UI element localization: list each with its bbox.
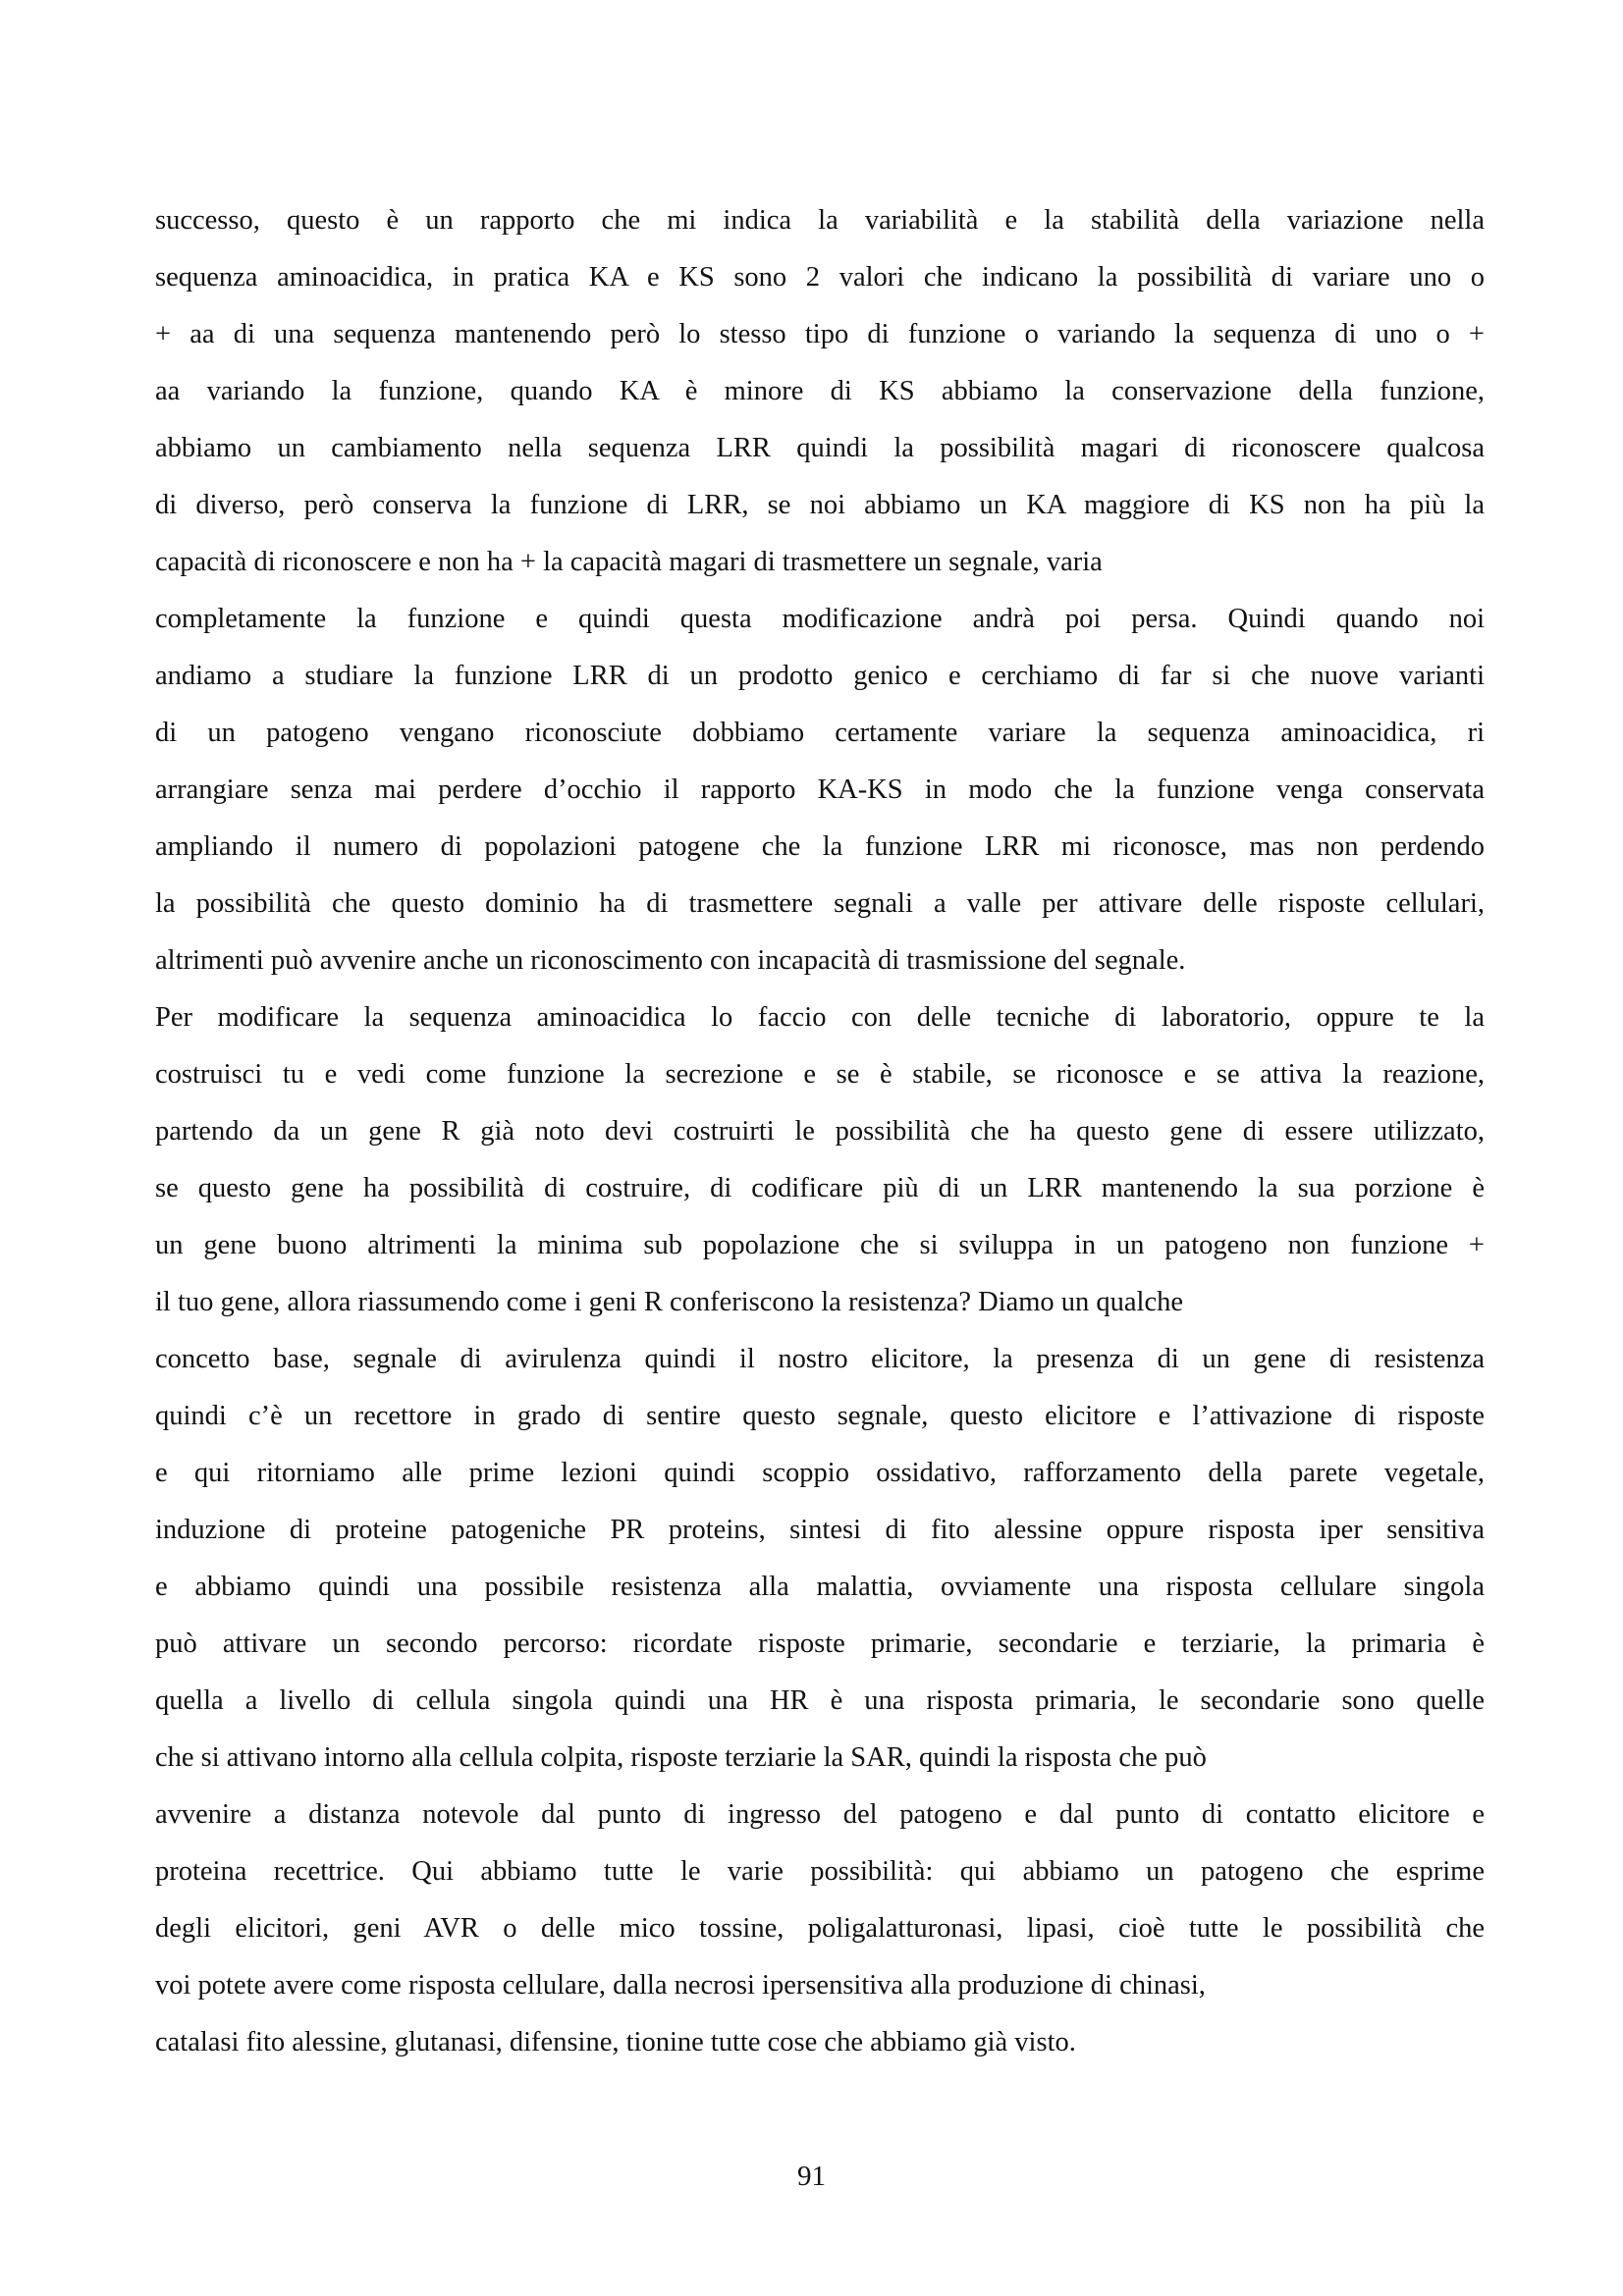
text-line: abbiamo un cambiamento nella sequenza LRR quindi la possibilità magari di riconoscere qualcosa xyxy=(155,433,1485,463)
text-line: aa variando la funzione, quando KA è minore di KS abbiamo la conservazione della funzione, xyxy=(155,376,1485,406)
text-line: sequenza aminoacidica, in pratica KA e KS sono 2 valori che indicano la possibilità di variare uno o xyxy=(155,262,1485,293)
text-line: se questo gene ha possibilità di costruire, di codificare più di un LRR mantenendo la sua porzione è xyxy=(155,1173,1485,1203)
text-line: completamente la funzione e quindi questa modificazione andrà poi persa. Quindi quando noi xyxy=(155,604,1485,634)
text-line: degli elicitori, geni AVR o delle mico tossine, poligalatturonasi, lipasi, cioè tutte le possibilità che xyxy=(155,1913,1485,1944)
text-line: e qui ritorniamo alle prime lezioni quindi scoppio ossidativo, rafforzamento della parete vegetale, xyxy=(155,1458,1485,1488)
text-line: proteina recettrice. Qui abbiamo tutte le varie possibilità: qui abbiamo un patogeno che esprime xyxy=(155,1856,1485,1887)
text-line: capacità di riconoscere e non ha + la capacità magari di trasmettere un segnale, varia xyxy=(155,547,1103,577)
text-line: può attivare un secondo percorso: ricordate risposte primarie, secondarie e terziarie, la primaria è xyxy=(155,1629,1485,1659)
text-line: andiamo a studiare la funzione LRR di un prodotto genico e cerchiamo di far si che nuove varianti xyxy=(155,661,1485,691)
text-line: + aa di una sequenza mantenendo però lo stesso tipo di funzione o variando la sequenza di uno o + xyxy=(155,319,1485,349)
text-line: quella a livello di cellula singola quindi una HR è una risposta primaria, le secondarie sono quelle xyxy=(155,1685,1485,1716)
text-line: voi potete avere come risposta cellulare, dalla necrosi ipersensitiva alla produzione di chinasi, xyxy=(155,1970,1206,2001)
text-line: di un patogeno vengano riconosciute dobbiamo certamente variare la sequenza aminoacidica, ri xyxy=(155,718,1485,748)
text-line: induzione di proteine patogeniche PR proteins, sintesi di fito alessine oppure risposta iper sensitiva xyxy=(155,1515,1485,1545)
text-line: costruisci tu e vedi come funzione la secrezione e se è stabile, se riconosce e se attiva la reazione, xyxy=(155,1059,1485,1090)
text-line: catalasi fito alessine, glutanasi, difensine, tionine tutte cose che abbiamo già visto. xyxy=(155,2027,1076,2057)
text-line: partendo da un gene R già noto devi costruirti le possibilità che ha questo gene di essere utilizzato, xyxy=(155,1116,1485,1147)
text-line: e abbiamo quindi una possibile resistenza alla malattia, ovviamente una risposta cellulare singola xyxy=(155,1572,1485,1602)
text-line: un gene buono altrimenti la minima sub popolazione che si sviluppa in un patogeno non funzione + xyxy=(155,1230,1485,1260)
text-line: concetto base, segnale di avirulenza quindi il nostro elicitore, la presenza di un gene di resistenza xyxy=(155,1344,1485,1374)
text-line: ampliando il numero di popolazioni patogene che la funzione LRR mi riconosce, mas non perdendo xyxy=(155,831,1485,862)
text-line: arrangiare senza mai perdere d’occhio il rapporto KA-KS in modo che la funzione venga conservata xyxy=(155,774,1485,805)
text-line: quindi c’è un recettore in grado di sentire questo segnale, questo elicitore e l’attivazione di risposte xyxy=(155,1401,1485,1431)
text-line: la possibilità che questo dominio ha di trasmettere segnali a valle per attivare delle risposte cellulari, xyxy=(155,888,1485,919)
body-text xyxy=(155,192,1485,2071)
page-number: 91 xyxy=(797,2161,826,2192)
text-line: Per modificare la sequenza aminoacidica lo faccio con delle tecniche di laboratorio, oppure te la xyxy=(155,1002,1485,1033)
text-line: avvenire a distanza notevole dal punto di ingresso del patogeno e dal punto di contatto elicitore e xyxy=(155,1799,1485,1830)
text-line: che si attivano intorno alla cellula colpita, risposte terziarie la SAR, quindi la risposta che può xyxy=(155,1742,1207,1773)
text-line: altrimenti può avvenire anche un riconoscimento con incapacità di trasmissione del segnale. xyxy=(155,945,1186,976)
text-line: il tuo gene, allora riassumendo come i geni R conferiscono la resistenza? Diamo un qualche xyxy=(155,1287,1184,1317)
text-line: successo, questo è un rapporto che mi indica la variabilità e la stabilità della variazione nella xyxy=(155,205,1485,236)
text-line: di diverso, però conserva la funzione di LRR, se noi abbiamo un KA maggiore di KS non ha più la xyxy=(155,490,1485,520)
